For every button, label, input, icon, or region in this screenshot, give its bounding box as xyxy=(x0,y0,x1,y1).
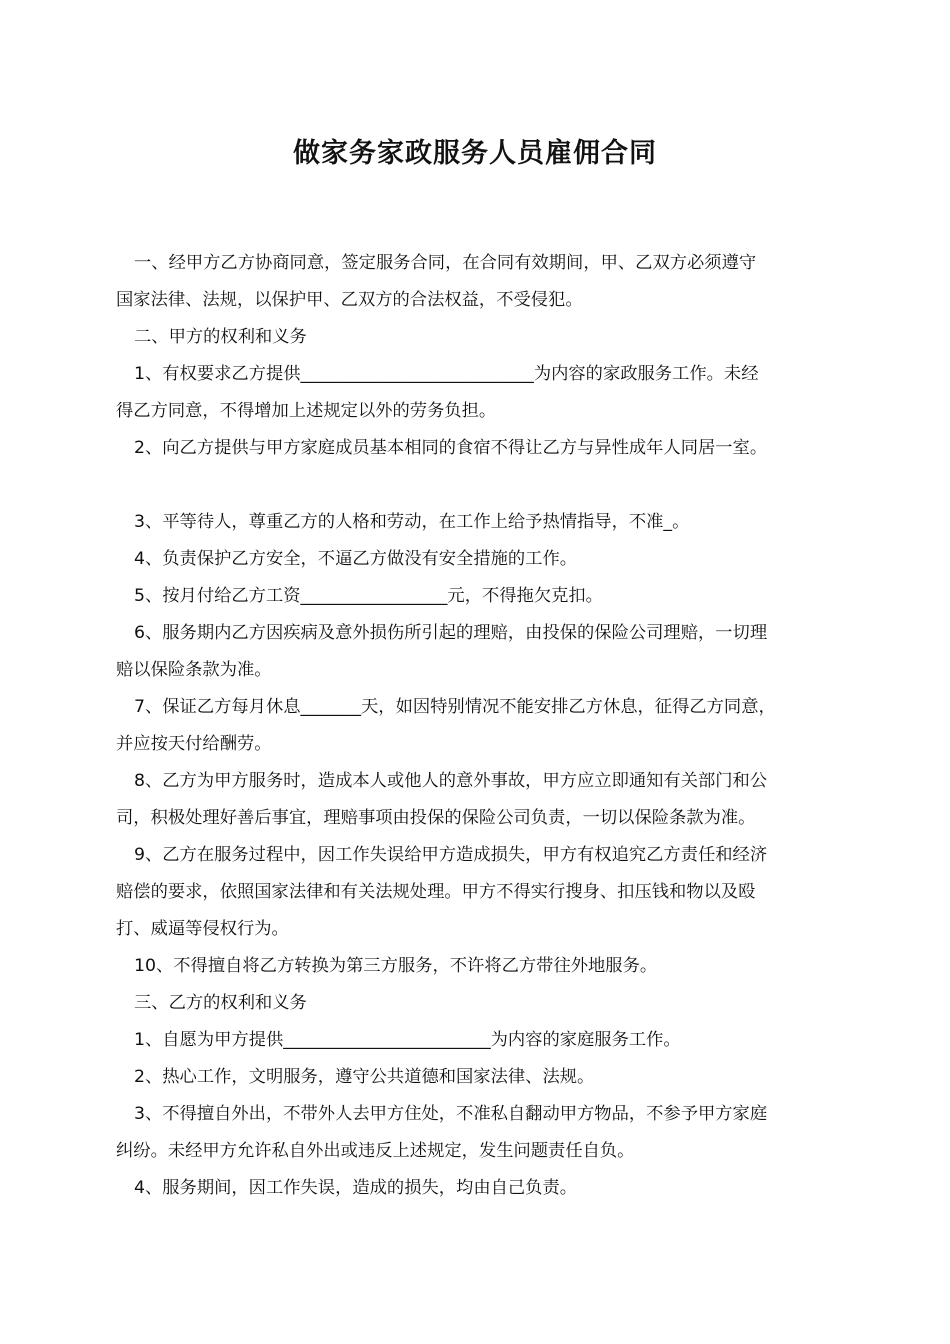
paragraph-line: 4、服务期间，因工作失误，造成的损失，均由自己负责。 xyxy=(134,1178,578,1198)
paragraph-line: 5、按月付给乙方工资_________________元，不得拖欠克扣。 xyxy=(134,586,603,606)
paragraph-line: 得乙方同意，不得增加上述规定以外的劳务负担。 xyxy=(116,401,497,421)
paragraph-line: 纠纷。未经甲方允许私自外出或违反上述规定，发生问题责任自负。 xyxy=(116,1141,635,1161)
paragraph-line: 8、乙方为甲方服务时，造成本人或他人的意外事故，甲方应立即通知有关部门和公 xyxy=(134,771,768,791)
document-body xyxy=(116,245,844,1207)
paragraph-line: 一、经甲方乙方协商同意，签定服务合同，在合同有效期间，甲、乙双方必须遵守 xyxy=(134,253,757,273)
paragraph-line: 国家法律、法规，以保护甲、乙双方的合法权益，不受侵犯。 xyxy=(116,290,583,310)
document-title: 做家务家政服务人员雇佣合同 xyxy=(293,138,657,169)
paragraph-line: 司，积极处理好善后事宜，理赔事项由投保的保险公司负责，一切以保险条款为准。 xyxy=(116,808,756,828)
paragraph-line: 1、自愿为甲方提供________________________为内容的家庭服务工作。 xyxy=(134,1030,681,1050)
section-heading: 三、乙方的权利和义务 xyxy=(134,993,307,1013)
paragraph-line: 2、向乙方提供与甲方家庭成员基本相同的食宿不得让乙方与异性成年人同居一室。 xyxy=(134,438,768,458)
paragraph-line: 9、乙方在服务过程中，因工作失误给甲方造成损失，甲方有权追究乙方责任和经济 xyxy=(134,845,768,865)
paragraph-line: 3、不得擅自外出，不带外人去甲方住处，不准私自翻动甲方物品，不参予甲方家庭 xyxy=(134,1104,768,1124)
blank-line xyxy=(116,467,844,504)
paragraph-line: 并应按天付给酬劳。 xyxy=(116,734,272,754)
paragraph-line: 10、不得擅自将乙方转换为第三方服务，不许将乙方带往外地服务。 xyxy=(134,956,658,976)
paragraph-line: 打、威逼等侵权行为。 xyxy=(116,919,289,939)
paragraph-line: 3、平等待人，尊重乙方的人格和劳动，在工作上给予热情指导，不准_。 xyxy=(134,512,690,532)
paragraph-line: 赔偿的要求，依照国家法律和有关法规处理。甲方不得实行搜身、扣压钱和物以及殴 xyxy=(116,882,756,902)
paragraph-line: 4、负责保护乙方安全，不逼乙方做没有安全措施的工作。 xyxy=(134,549,578,569)
paragraph-line: 7、保证乙方每月休息_______天，如因特别情况不能安排乙方休息，征得乙方同意， xyxy=(134,697,776,717)
paragraph-line: 赔以保险条款为准。 xyxy=(116,660,272,680)
paragraph-line: 2、热心工作，文明服务，遵守公共道德和国家法律、法规。 xyxy=(134,1067,595,1087)
paragraph-line: 1、有权要求乙方提供___________________________为内容的家政服务工作。未经 xyxy=(134,364,759,384)
section-heading: 二、甲方的权利和义务 xyxy=(134,327,307,347)
paragraph-line: 6、服务期内乙方因疾病及意外损伤所引起的理赔，由投保的保险公司理赔，一切理 xyxy=(134,623,768,643)
